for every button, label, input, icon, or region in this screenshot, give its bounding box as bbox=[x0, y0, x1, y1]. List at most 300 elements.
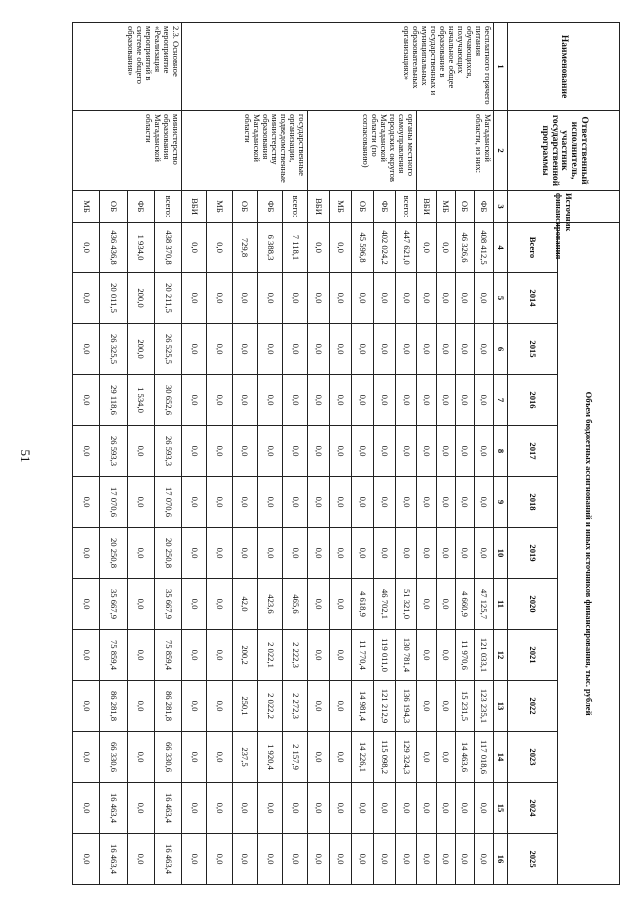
cell-year-value: 0,0 bbox=[455, 477, 474, 528]
column-number: 15 bbox=[494, 783, 508, 834]
cell-year-value: 0,0 bbox=[417, 528, 436, 579]
cell-year-value: 0,0 bbox=[73, 783, 100, 834]
cell-year-value: 20 011,5 bbox=[100, 273, 127, 324]
cell-year-value: 0,0 bbox=[474, 834, 493, 885]
cell-total: 447 621,0 bbox=[395, 223, 417, 273]
cell-year-value: 20 250,8 bbox=[154, 528, 181, 579]
cell-year-value: 0,0 bbox=[436, 273, 455, 324]
cell-year-value: 15 231,5 bbox=[455, 681, 474, 732]
cell-total: 0,0 bbox=[73, 223, 100, 273]
cell-year-value: 0,0 bbox=[417, 630, 436, 681]
cell-source: ОБ bbox=[232, 191, 257, 223]
cell-total: 402 024,2 bbox=[373, 223, 395, 273]
cell-year-value: 0,0 bbox=[308, 732, 330, 783]
cell-year-value: 0,0 bbox=[330, 834, 352, 885]
cell-year-value: 0,0 bbox=[417, 783, 436, 834]
cell-year-value: 0,0 bbox=[232, 477, 257, 528]
cell-year-value: 42,0 bbox=[232, 579, 257, 630]
column-number: 8 bbox=[494, 426, 508, 477]
cell-year-value: 0,0 bbox=[474, 477, 493, 528]
cell-year-value: 0,0 bbox=[417, 732, 436, 783]
cell-year-value: 47 125,7 bbox=[474, 579, 493, 630]
header-name: Наименование bbox=[508, 23, 620, 111]
cell-year-value: 0,0 bbox=[373, 834, 395, 885]
cell-year-value: 0,0 bbox=[308, 528, 330, 579]
cell-year-value: 0,0 bbox=[73, 732, 100, 783]
cell-year-value: 14 226,1 bbox=[352, 732, 374, 783]
header-responsible: Ответственный исполнитель, участник государственной программы bbox=[508, 111, 620, 191]
cell-year-value: 0,0 bbox=[308, 273, 330, 324]
cell-year-value: 0,0 bbox=[436, 834, 455, 885]
cell-year-value: 0,0 bbox=[232, 528, 257, 579]
column-number: 6 bbox=[494, 324, 508, 375]
cell-year-value: 0,0 bbox=[436, 681, 455, 732]
cell-year-value: 0,0 bbox=[308, 324, 330, 375]
cell-year-value: 0,0 bbox=[330, 579, 352, 630]
cell-year-value: 2 157,9 bbox=[283, 732, 308, 783]
cell-year-value: 0,0 bbox=[283, 273, 308, 324]
cell-year-value: 0,0 bbox=[330, 273, 352, 324]
cell-year-value: 0,0 bbox=[182, 681, 207, 732]
cell-source: ОБ bbox=[455, 191, 474, 223]
cell-source: ВБИ bbox=[308, 191, 330, 223]
cell-year-value: 0,0 bbox=[352, 426, 374, 477]
header-year: 2022 bbox=[508, 681, 558, 732]
cell-year-value: 26 325,5 bbox=[100, 324, 127, 375]
cell-year-value: 0,0 bbox=[436, 783, 455, 834]
cell-year-value: 0,0 bbox=[308, 630, 330, 681]
cell-year-value: 200,2 bbox=[232, 630, 257, 681]
cell-year-value: 0,0 bbox=[474, 528, 493, 579]
header-year: 2015 bbox=[508, 324, 558, 375]
cell-source: всего: bbox=[283, 191, 308, 223]
cell-year-value: 0,0 bbox=[436, 426, 455, 477]
cell-year-value: 0,0 bbox=[352, 375, 374, 426]
cell-year-value: 0,0 bbox=[232, 375, 257, 426]
cell-source: всего: bbox=[154, 191, 181, 223]
cell-source: ОБ bbox=[100, 191, 127, 223]
cell-year-value: 0,0 bbox=[455, 375, 474, 426]
cell-year-value: 0,0 bbox=[352, 528, 374, 579]
header-year: 2025 bbox=[508, 834, 558, 885]
cell-year-value: 0,0 bbox=[207, 630, 232, 681]
cell-year-value: 26 593,3 bbox=[100, 426, 127, 477]
cell-year-value: 0,0 bbox=[373, 273, 395, 324]
cell-year-value: 26 525,5 bbox=[154, 324, 181, 375]
cell-year-value: 0,0 bbox=[352, 273, 374, 324]
cell-year-value: 0,0 bbox=[257, 273, 282, 324]
cell-year-value: 0,0 bbox=[257, 426, 282, 477]
cell-year-value: 0,0 bbox=[436, 375, 455, 426]
row-responsible: государственные организации, подведомственные министерству образования Магаданской области bbox=[182, 111, 308, 191]
cell-year-value: 0,0 bbox=[127, 732, 154, 783]
cell-year-value: 14 981,4 bbox=[352, 681, 374, 732]
header-year: 2024 bbox=[508, 783, 558, 834]
cell-year-value: 0,0 bbox=[283, 834, 308, 885]
cell-year-value: 0,0 bbox=[436, 579, 455, 630]
cell-total: 0,0 bbox=[436, 223, 455, 273]
cell-year-value: 0,0 bbox=[73, 324, 100, 375]
cell-year-value: 0,0 bbox=[73, 375, 100, 426]
cell-year-value: 0,0 bbox=[330, 630, 352, 681]
page-number: 51 bbox=[18, 449, 33, 463]
cell-source: ФБ bbox=[257, 191, 282, 223]
cell-total: 408 412,5 bbox=[474, 223, 493, 273]
cell-year-value: 0,0 bbox=[182, 375, 207, 426]
cell-year-value: 4 618,9 bbox=[352, 579, 374, 630]
cell-year-value: 11 970,6 bbox=[455, 630, 474, 681]
cell-year-value: 0,0 bbox=[73, 528, 100, 579]
cell-year-value: 115 098,2 bbox=[373, 732, 395, 783]
cell-year-value: 0,0 bbox=[330, 783, 352, 834]
cell-year-value: 2 272,3 bbox=[283, 681, 308, 732]
cell-year-value: 0,0 bbox=[73, 273, 100, 324]
cell-total: 1 934,0 bbox=[127, 223, 154, 273]
cell-year-value: 0,0 bbox=[436, 732, 455, 783]
header-year: 2020 bbox=[508, 579, 558, 630]
cell-year-value: 123 235,1 bbox=[474, 681, 493, 732]
cell-year-value: 0,0 bbox=[474, 783, 493, 834]
table-header bbox=[494, 23, 620, 885]
cell-year-value: 0,0 bbox=[207, 375, 232, 426]
cell-year-value: 0,0 bbox=[417, 324, 436, 375]
cell-year-value: 129 324,3 bbox=[395, 732, 417, 783]
cell-year-value: 0,0 bbox=[352, 477, 374, 528]
cell-year-value: 35 667,9 bbox=[154, 579, 181, 630]
cell-year-value: 16 463,4 bbox=[100, 783, 127, 834]
cell-year-value: 0,0 bbox=[207, 579, 232, 630]
cell-year-value: 0,0 bbox=[308, 783, 330, 834]
cell-year-value: 0,0 bbox=[474, 273, 493, 324]
cell-year-value: 0,0 bbox=[207, 834, 232, 885]
cell-year-value: 2 222,3 bbox=[283, 630, 308, 681]
cell-year-value: 0,0 bbox=[455, 426, 474, 477]
cell-year-value: 14 463,6 bbox=[455, 732, 474, 783]
header-total: Всего bbox=[508, 223, 558, 273]
header-source: Источник финансирования bbox=[508, 191, 620, 223]
cell-total: 436 436,8 bbox=[100, 223, 127, 273]
column-number: 1 bbox=[494, 23, 508, 111]
cell-year-value: 0,0 bbox=[330, 681, 352, 732]
header-year: 2023 bbox=[508, 732, 558, 783]
cell-year-value: 0,0 bbox=[474, 375, 493, 426]
cell-source: МБ bbox=[330, 191, 352, 223]
cell-total: 0,0 bbox=[330, 223, 352, 273]
cell-year-value: 0,0 bbox=[127, 681, 154, 732]
cell-year-value: 0,0 bbox=[232, 783, 257, 834]
cell-year-value: 0,0 bbox=[127, 630, 154, 681]
cell-year-value: 26 593,3 bbox=[154, 426, 181, 477]
cell-year-value: 0,0 bbox=[127, 426, 154, 477]
cell-year-value: 0,0 bbox=[182, 834, 207, 885]
cell-year-value: 86 281,8 bbox=[154, 681, 181, 732]
cell-year-value: 20 250,8 bbox=[100, 528, 127, 579]
cell-year-value: 0,0 bbox=[257, 783, 282, 834]
table-row bbox=[154, 23, 181, 885]
cell-source: ФБ bbox=[474, 191, 493, 223]
column-number: 5 bbox=[494, 273, 508, 324]
cell-year-value: 0,0 bbox=[330, 426, 352, 477]
cell-year-value: 0,0 bbox=[207, 426, 232, 477]
column-number: 3 bbox=[494, 191, 508, 223]
cell-year-value: 75 859,4 bbox=[154, 630, 181, 681]
cell-year-value: 0,0 bbox=[395, 375, 417, 426]
cell-year-value: 0,0 bbox=[417, 273, 436, 324]
cell-year-value: 0,0 bbox=[436, 630, 455, 681]
cell-year-value: 0,0 bbox=[373, 528, 395, 579]
cell-source: ОБ bbox=[352, 191, 374, 223]
header-year: 2019 bbox=[508, 528, 558, 579]
row-responsible: органы местного самоуправления городских округов Магаданской области (по согласованию) bbox=[308, 111, 417, 191]
cell-year-value: 0,0 bbox=[373, 324, 395, 375]
cell-year-value: 0,0 bbox=[257, 324, 282, 375]
cell-year-value: 0,0 bbox=[73, 630, 100, 681]
cell-source: ФБ bbox=[373, 191, 395, 223]
cell-year-value: 2 022,1 bbox=[257, 630, 282, 681]
cell-source: всего: bbox=[395, 191, 417, 223]
cell-year-value: 0,0 bbox=[283, 324, 308, 375]
column-number: 14 bbox=[494, 732, 508, 783]
cell-total: 0,0 bbox=[308, 223, 330, 273]
rotated-table-container bbox=[72, 22, 620, 884]
cell-year-value: 0,0 bbox=[207, 732, 232, 783]
column-number: 4 bbox=[494, 223, 508, 273]
cell-year-value: 119 011,0 bbox=[373, 630, 395, 681]
header-year: 2021 bbox=[508, 630, 558, 681]
cell-year-value: 0,0 bbox=[330, 477, 352, 528]
cell-year-value: 0,0 bbox=[455, 324, 474, 375]
cell-source: МБ bbox=[207, 191, 232, 223]
cell-year-value: 0,0 bbox=[395, 273, 417, 324]
cell-year-value: 16 463,4 bbox=[154, 783, 181, 834]
cell-year-value: 0,0 bbox=[330, 375, 352, 426]
cell-year-value: 0,0 bbox=[283, 426, 308, 477]
cell-year-value: 75 859,4 bbox=[100, 630, 127, 681]
row-responsible: Магаданской области, из них: bbox=[417, 111, 494, 191]
table-row bbox=[395, 23, 417, 885]
cell-year-value: 200,0 bbox=[127, 324, 154, 375]
cell-year-value: 0,0 bbox=[455, 834, 474, 885]
column-number: 16 bbox=[494, 834, 508, 885]
cell-total: 45 596,8 bbox=[352, 223, 374, 273]
cell-year-value: 250,1 bbox=[232, 681, 257, 732]
cell-year-value: 0,0 bbox=[395, 783, 417, 834]
cell-year-value: 0,0 bbox=[182, 477, 207, 528]
cell-year-value: 30 652,6 bbox=[154, 375, 181, 426]
cell-year-value: 66 330,6 bbox=[154, 732, 181, 783]
cell-year-value: 0,0 bbox=[257, 375, 282, 426]
cell-year-value: 0,0 bbox=[182, 273, 207, 324]
cell-year-value: 0,0 bbox=[455, 273, 474, 324]
cell-year-value: 0,0 bbox=[207, 324, 232, 375]
cell-year-value: 0,0 bbox=[182, 426, 207, 477]
cell-year-value: 0,0 bbox=[474, 426, 493, 477]
cell-year-value: 51 321,0 bbox=[395, 579, 417, 630]
cell-year-value: 0,0 bbox=[352, 834, 374, 885]
cell-year-value: 66 330,6 bbox=[100, 732, 127, 783]
cell-year-value: 0,0 bbox=[232, 834, 257, 885]
cell-year-value: 136 194,3 bbox=[395, 681, 417, 732]
cell-year-value: 0,0 bbox=[417, 834, 436, 885]
cell-year-value: 0,0 bbox=[352, 783, 374, 834]
cell-year-value: 0,0 bbox=[283, 528, 308, 579]
budget-table bbox=[72, 22, 620, 885]
cell-year-value: 0,0 bbox=[182, 630, 207, 681]
cell-year-value: 0,0 bbox=[395, 426, 417, 477]
cell-year-value: 0,0 bbox=[395, 528, 417, 579]
cell-year-value: 16 463,4 bbox=[100, 834, 127, 885]
cell-total: 0,0 bbox=[207, 223, 232, 273]
column-number: 12 bbox=[494, 630, 508, 681]
cell-year-value: 0,0 bbox=[207, 783, 232, 834]
cell-year-value: 0,0 bbox=[352, 324, 374, 375]
cell-year-value: 0,0 bbox=[308, 579, 330, 630]
cell-source: ФБ bbox=[127, 191, 154, 223]
cell-total: 46 326,6 bbox=[455, 223, 474, 273]
cell-year-value: 1 920,4 bbox=[257, 732, 282, 783]
row-name: бесплатного горячего питания обучающихся, получающих начальное общее образование в государственных и муниципальных образовательных организациях» bbox=[182, 23, 494, 111]
cell-year-value: 237,5 bbox=[232, 732, 257, 783]
header-volume: Объем бюджетных ассигнований и иных источников финансирования, тыс. рублей bbox=[558, 223, 620, 885]
cell-year-value: 0,0 bbox=[73, 426, 100, 477]
cell-year-value: 0,0 bbox=[257, 834, 282, 885]
cell-year-value: 0,0 bbox=[232, 273, 257, 324]
cell-source: ВБИ bbox=[417, 191, 436, 223]
cell-year-value: 16 463,4 bbox=[154, 834, 181, 885]
cell-year-value: 0,0 bbox=[283, 375, 308, 426]
column-number: 11 bbox=[494, 579, 508, 630]
header-year: 2016 bbox=[508, 375, 558, 426]
cell-year-value: 0,0 bbox=[127, 783, 154, 834]
cell-year-value: 0,0 bbox=[127, 579, 154, 630]
cell-year-value: 2 022,2 bbox=[257, 681, 282, 732]
cell-year-value: 465,6 bbox=[283, 579, 308, 630]
cell-year-value: 0,0 bbox=[417, 579, 436, 630]
cell-year-value: 0,0 bbox=[330, 528, 352, 579]
cell-year-value: 0,0 bbox=[395, 477, 417, 528]
cell-year-value: 0,0 bbox=[207, 477, 232, 528]
cell-year-value: 121 033,1 bbox=[474, 630, 493, 681]
cell-year-value: 0,0 bbox=[373, 426, 395, 477]
cell-year-value: 0,0 bbox=[330, 732, 352, 783]
cell-total: 0,0 bbox=[417, 223, 436, 273]
cell-year-value: 20 211,5 bbox=[154, 273, 181, 324]
cell-year-value: 121 212,9 bbox=[373, 681, 395, 732]
cell-year-value: 0,0 bbox=[417, 681, 436, 732]
header-year: 2018 bbox=[508, 477, 558, 528]
cell-year-value: 0,0 bbox=[232, 324, 257, 375]
cell-year-value: 0,0 bbox=[455, 528, 474, 579]
cell-year-value: 0,0 bbox=[308, 477, 330, 528]
cell-year-value: 200,0 bbox=[127, 273, 154, 324]
column-number: 9 bbox=[494, 477, 508, 528]
cell-year-value: 423,6 bbox=[257, 579, 282, 630]
cell-year-value: 0,0 bbox=[373, 477, 395, 528]
cell-total: 729,8 bbox=[232, 223, 257, 273]
cell-total: 7 118,1 bbox=[283, 223, 308, 273]
cell-source: ВБИ bbox=[182, 191, 207, 223]
cell-year-value: 0,0 bbox=[182, 732, 207, 783]
column-number: 10 bbox=[494, 528, 508, 579]
cell-year-value: 0,0 bbox=[308, 834, 330, 885]
cell-year-value: 0,0 bbox=[182, 579, 207, 630]
cell-source: МБ bbox=[73, 191, 100, 223]
cell-year-value: 0,0 bbox=[73, 477, 100, 528]
cell-year-value: 29 118,6 bbox=[100, 375, 127, 426]
cell-year-value: 0,0 bbox=[207, 681, 232, 732]
cell-year-value: 0,0 bbox=[127, 477, 154, 528]
cell-year-value: 130 781,4 bbox=[395, 630, 417, 681]
cell-year-value: 0,0 bbox=[308, 375, 330, 426]
cell-year-value: 0,0 bbox=[395, 324, 417, 375]
column-number: 7 bbox=[494, 375, 508, 426]
cell-year-value: 4 660,9 bbox=[455, 579, 474, 630]
cell-year-value: 0,0 bbox=[73, 579, 100, 630]
cell-year-value: 0,0 bbox=[73, 834, 100, 885]
cell-year-value: 0,0 bbox=[182, 528, 207, 579]
cell-year-value: 0,0 bbox=[283, 477, 308, 528]
cell-year-value: 0,0 bbox=[127, 834, 154, 885]
cell-total: 0,0 bbox=[182, 223, 207, 273]
header-year: 2014 bbox=[508, 273, 558, 324]
table-row bbox=[283, 23, 308, 885]
cell-year-value: 0,0 bbox=[417, 426, 436, 477]
cell-year-value: 46 702,1 bbox=[373, 579, 395, 630]
cell-year-value: 0,0 bbox=[308, 426, 330, 477]
row-name: 2.3. Основное мероприятие «Реализация мероприятий в системе общего образования» bbox=[73, 23, 182, 111]
cell-year-value: 17 070,6 bbox=[154, 477, 181, 528]
cell-year-value: 0,0 bbox=[373, 783, 395, 834]
cell-year-value: 0,0 bbox=[436, 324, 455, 375]
cell-source: МБ bbox=[436, 191, 455, 223]
cell-year-value: 0,0 bbox=[232, 426, 257, 477]
cell-year-value: 0,0 bbox=[474, 324, 493, 375]
header-year: 2017 bbox=[508, 426, 558, 477]
cell-year-value: 0,0 bbox=[207, 528, 232, 579]
cell-year-value: 35 667,9 bbox=[100, 579, 127, 630]
cell-year-value: 0,0 bbox=[417, 477, 436, 528]
cell-year-value: 0,0 bbox=[395, 834, 417, 885]
cell-year-value: 117 018,6 bbox=[474, 732, 493, 783]
cell-year-value: 1 534,0 bbox=[127, 375, 154, 426]
cell-year-value: 11 770,4 bbox=[352, 630, 374, 681]
cell-year-value: 0,0 bbox=[436, 528, 455, 579]
cell-year-value: 0,0 bbox=[308, 681, 330, 732]
table-row bbox=[474, 23, 493, 885]
cell-year-value: 0,0 bbox=[417, 375, 436, 426]
cell-year-value: 0,0 bbox=[73, 681, 100, 732]
cell-year-value: 0,0 bbox=[455, 783, 474, 834]
cell-year-value: 17 070,6 bbox=[100, 477, 127, 528]
column-number: 13 bbox=[494, 681, 508, 732]
cell-year-value: 0,0 bbox=[207, 273, 232, 324]
cell-year-value: 0,0 bbox=[436, 477, 455, 528]
cell-total: 438 370,8 bbox=[154, 223, 181, 273]
cell-year-value: 86 281,8 bbox=[100, 681, 127, 732]
cell-year-value: 0,0 bbox=[127, 528, 154, 579]
cell-total: 6 388,3 bbox=[257, 223, 282, 273]
table-body bbox=[73, 23, 494, 885]
cell-year-value: 0,0 bbox=[182, 783, 207, 834]
cell-year-value: 0,0 bbox=[330, 324, 352, 375]
cell-year-value: 0,0 bbox=[182, 324, 207, 375]
cell-year-value: 0,0 bbox=[257, 477, 282, 528]
cell-year-value: 0,0 bbox=[283, 783, 308, 834]
column-number: 2 bbox=[494, 111, 508, 191]
row-responsible: министерство образования Магаданской области bbox=[73, 111, 182, 191]
cell-year-value: 0,0 bbox=[257, 528, 282, 579]
cell-year-value: 0,0 bbox=[373, 375, 395, 426]
